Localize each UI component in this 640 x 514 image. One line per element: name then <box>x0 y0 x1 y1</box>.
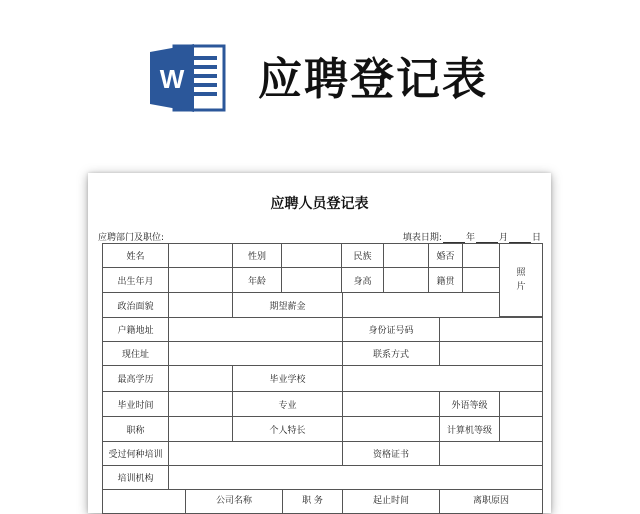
year-blank[interactable] <box>443 233 465 243</box>
label-hukou: 户籍地址 <box>102 317 169 342</box>
label-ethnicity: 民族 <box>341 243 384 268</box>
label-political: 政治面貌 <box>102 292 169 318</box>
dept-label: 应聘部门及职位: <box>98 233 165 243</box>
label-school: 毕业学校 <box>232 365 343 392</box>
input-marital[interactable] <box>462 243 500 268</box>
label-start-time: 起止时间 <box>342 489 440 514</box>
label-contact: 联系方式 <box>342 341 440 366</box>
label-training: 受过何种培训 <box>102 441 169 466</box>
input-address[interactable] <box>168 341 343 366</box>
label-height: 身高 <box>341 267 384 293</box>
input-gender[interactable] <box>281 243 342 268</box>
work-history-blank <box>102 489 186 514</box>
input-major[interactable] <box>342 391 440 417</box>
photo-label-1: 照 <box>516 268 526 278</box>
label-computer: 计算机等级 <box>439 416 500 442</box>
fill-date <box>403 230 541 243</box>
day-blank[interactable] <box>509 233 531 243</box>
label-address: 现住址 <box>102 341 169 366</box>
header <box>0 0 640 150</box>
word-icon <box>148 42 228 114</box>
input-training[interactable] <box>168 441 343 466</box>
input-skills[interactable] <box>342 416 440 442</box>
label-id-number: 身份证号码 <box>342 317 440 342</box>
label-education: 最高学历 <box>102 365 169 392</box>
date-day: 日 <box>531 233 541 243</box>
label-company: 公司名称 <box>185 489 283 514</box>
input-title-rank[interactable] <box>168 416 233 442</box>
input-school[interactable] <box>342 365 543 392</box>
word-icon-letter: W <box>159 64 185 94</box>
label-marital: 婚否 <box>428 243 463 268</box>
input-language[interactable] <box>499 391 543 417</box>
label-native: 籍贯 <box>428 267 463 293</box>
label-institution: 培训机构 <box>102 465 169 490</box>
page-title: 应聘登记表 <box>258 54 488 105</box>
form-title: 应聘人员登记表 <box>270 196 369 212</box>
date-label: 填表日期: <box>402 233 442 243</box>
date-month: 月 <box>498 233 508 243</box>
label-position: 职 务 <box>282 489 343 514</box>
label-age: 年龄 <box>232 267 282 293</box>
input-grad-time[interactable] <box>168 391 233 417</box>
input-political[interactable] <box>168 292 233 318</box>
label-leave-reason: 离职原因 <box>439 489 543 514</box>
label-skills: 个人特长 <box>232 416 343 442</box>
label-certificate: 资格证书 <box>342 441 440 466</box>
input-education[interactable] <box>168 365 233 392</box>
input-institution[interactable] <box>168 465 543 490</box>
photo-label-2: 片 <box>516 282 526 292</box>
input-salary[interactable] <box>342 292 500 318</box>
input-age[interactable] <box>281 267 342 293</box>
label-name: 姓名 <box>102 243 169 268</box>
input-birth[interactable] <box>168 267 233 293</box>
input-height[interactable] <box>383 267 429 293</box>
input-hukou[interactable] <box>168 317 343 342</box>
label-grad-time: 毕业时间 <box>102 391 169 417</box>
input-ethnicity[interactable] <box>383 243 429 268</box>
date-year: 年 <box>465 233 475 243</box>
label-birth: 出生年月 <box>102 267 169 293</box>
input-contact[interactable] <box>439 341 543 366</box>
label-gender: 性别 <box>232 243 282 268</box>
label-major: 专业 <box>232 391 343 417</box>
label-title-rank: 职称 <box>102 416 169 442</box>
label-language: 外语等级 <box>439 391 500 417</box>
input-id-number[interactable] <box>439 317 543 342</box>
label-salary: 期望薪金 <box>232 292 343 318</box>
input-certificate[interactable] <box>439 441 543 466</box>
month-blank[interactable] <box>476 233 498 243</box>
input-computer[interactable] <box>499 416 543 442</box>
input-name[interactable] <box>168 243 233 268</box>
photo-box[interactable] <box>499 243 543 317</box>
input-native[interactable] <box>462 267 500 293</box>
